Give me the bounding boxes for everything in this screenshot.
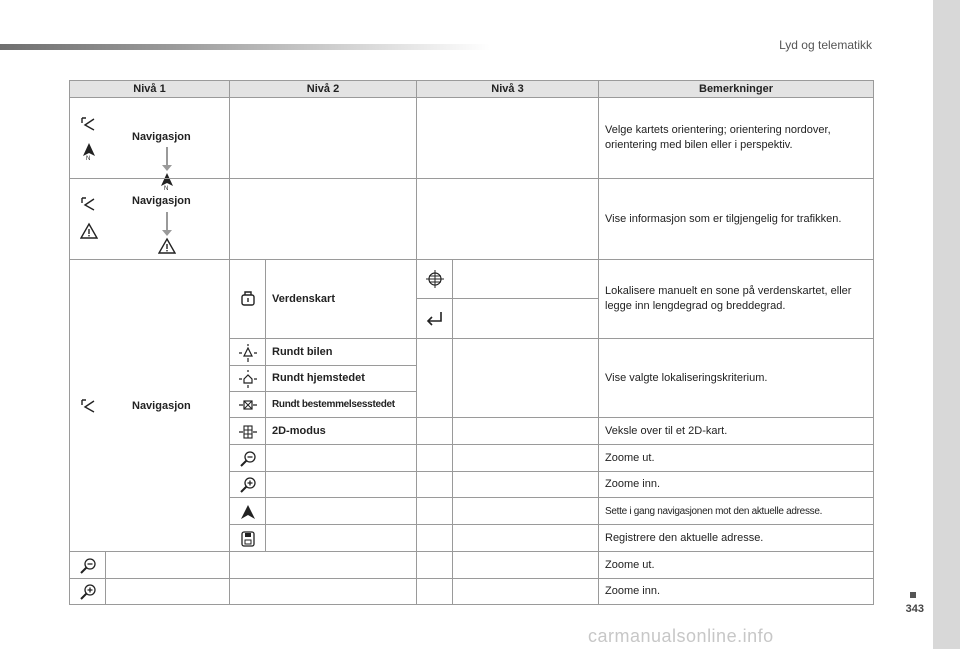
row4-level1 [105, 551, 230, 579]
save-l3 [452, 524, 599, 552]
warning-icon [158, 237, 176, 255]
row2-level2 [229, 178, 417, 260]
row4-remark: Zoome ut. [598, 551, 874, 579]
around-destination-icon-cell [229, 391, 266, 418]
header-level1: Nivå 1 [69, 80, 230, 98]
zoom-out-icon [239, 450, 257, 468]
row4-level3 [452, 551, 599, 579]
globe-icon-cell [416, 259, 453, 299]
row1-navigation-label: Navigasjon [132, 131, 191, 143]
zoom-in-remark: Zoome inn. [598, 471, 874, 498]
row1-level2 [229, 97, 417, 179]
return-arrow-icon [426, 310, 444, 328]
svg-text:N: N [86, 156, 91, 160]
row5-level2 [229, 578, 417, 605]
map-menu-icon [80, 397, 98, 415]
arrow-down-icon [166, 212, 168, 232]
navigate-l3-icon [416, 497, 453, 525]
row1-level1 [69, 97, 230, 190]
row3-level1 [69, 259, 230, 552]
crosshair-home-icon [239, 370, 257, 388]
world-map-icon-cell [229, 259, 266, 339]
header-level2: Nivå 2 [229, 80, 417, 98]
navigation-arrow-icon [239, 503, 257, 521]
world-map-icon [239, 290, 257, 308]
zoom-in-icon [79, 583, 97, 601]
page-number: 343 [905, 603, 924, 615]
zoom-out-l3-icon [416, 444, 453, 472]
world-map-remark: Lokalisere manuelt en sone på verdenskartet, eller legge inn lengdegrad og breddegrad. [598, 259, 874, 339]
save-icon-cell [229, 524, 266, 552]
zoom-out-icon [79, 557, 97, 575]
row5-level3 [452, 578, 599, 605]
row5-icon-cell [69, 578, 106, 605]
row4-level2 [229, 551, 417, 579]
row2-level3 [416, 178, 599, 260]
row4-l3-icon [416, 551, 453, 579]
side-strip [933, 0, 960, 649]
navigate-remark: Sette i gang navigasjonen mot den aktuelle adresse. [598, 497, 874, 525]
around-level3-cell [452, 338, 599, 418]
warning-icon [80, 222, 98, 240]
header-remarks: Bemerkninger [598, 80, 874, 98]
row3-navigation-label: Navigasjon [132, 400, 191, 412]
return-icon-cell [416, 298, 453, 339]
save-remark: Registrere den aktuelle adresse. [598, 524, 874, 552]
globe-empty-cell [452, 259, 599, 299]
arrow-down-icon [166, 147, 168, 167]
navigate-l2 [265, 497, 417, 525]
zoom-out-remark: Zoome ut. [598, 444, 874, 472]
mode2d-remark: Veksle over til et 2D-kart. [598, 417, 874, 445]
return-empty-cell [452, 298, 599, 339]
mode2d-label: 2D-modus [265, 417, 417, 445]
row1-remark: Velge kartets orientering; orientering nordover, orientering med bilen eller i perspektiv. [598, 97, 874, 179]
row2-navigation-label: Navigasjon [132, 195, 191, 207]
crosshair-flag-icon [239, 396, 257, 414]
around-remark: Vise valgte lokaliseringskriterium. [598, 338, 874, 418]
row1-level3 [416, 97, 599, 179]
zoom-out-icon-cell [229, 444, 266, 472]
around-car-icon-cell [229, 338, 266, 366]
zoom-out-l3 [452, 444, 599, 472]
zoom-in-icon-cell [229, 471, 266, 498]
grid-map-icon [239, 423, 257, 441]
save-disk-icon [239, 530, 257, 548]
navigate-icon-cell [229, 497, 266, 525]
north-arrow-icon [80, 142, 98, 160]
save-l3-icon [416, 524, 453, 552]
row5-l3-icon [416, 578, 453, 605]
zoom-out-l2 [265, 444, 417, 472]
around-home-label: Rundt hjemstedet [265, 365, 417, 392]
page-header-title: Lyd og telematikk [779, 38, 872, 52]
around-level3-icon-cell [416, 338, 453, 418]
row2-level1 [69, 178, 230, 260]
navigate-l3 [452, 497, 599, 525]
around-destination-label: Rundt bestemmelsesstedet [265, 391, 417, 418]
watermark-text: carmanualsonline.info [588, 626, 774, 646]
page-marker [910, 592, 916, 598]
mode2d-l3-icon [416, 417, 453, 445]
row4-icon-cell [69, 551, 106, 579]
header-level3: Nivå 3 [416, 80, 599, 98]
map-menu-icon [80, 115, 98, 133]
around-home-icon-cell [229, 365, 266, 392]
zoom-in-l2 [265, 471, 417, 498]
row5-level1 [105, 578, 230, 605]
svg-text:N: N [164, 186, 169, 190]
mode2d-icon-cell [229, 417, 266, 445]
crosshair-car-icon [239, 344, 257, 362]
map-menu-icon [80, 195, 98, 213]
row2-remark: Vise informasjon som er tilgjengelig for trafikken. [598, 178, 874, 260]
zoom-in-l3-icon [416, 471, 453, 498]
around-car-label: Rundt bilen [265, 338, 417, 366]
row5-remark: Zoome inn. [598, 578, 874, 605]
header-gradient-bar [0, 44, 490, 50]
world-map-label: Verdenskart [265, 259, 417, 339]
zoom-in-l3 [452, 471, 599, 498]
globe-crosshair-icon [426, 270, 444, 288]
save-l2 [265, 524, 417, 552]
zoom-in-icon [239, 476, 257, 494]
mode2d-l3 [452, 417, 599, 445]
